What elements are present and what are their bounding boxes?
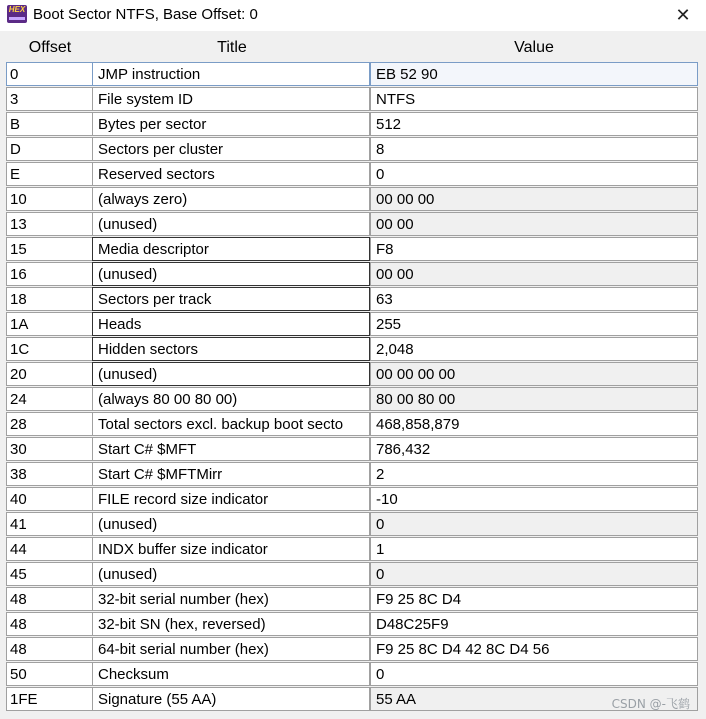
value-cell[interactable]: F9 25 8C D4 xyxy=(370,587,698,611)
table-row[interactable] xyxy=(6,237,698,262)
boot-sector-grid xyxy=(6,62,698,712)
column-header-title[interactable]: Title xyxy=(217,39,247,56)
title-cell: INDX buffer size indicator xyxy=(92,537,370,561)
value-cell[interactable]: 8 xyxy=(370,137,698,161)
title-cell: Sectors per track xyxy=(92,287,370,311)
title-cell: (unused) xyxy=(92,362,370,386)
title-cell: Reserved sectors xyxy=(92,162,370,186)
title-cell: Start C# $MFT xyxy=(92,437,370,461)
title-bar xyxy=(0,0,706,31)
offset-cell: 48 xyxy=(6,587,92,611)
table-row[interactable] xyxy=(6,187,698,212)
title-cell: FILE record size indicator xyxy=(92,487,370,511)
window-title: Boot Sector NTFS, Base Offset: 0 xyxy=(33,6,258,23)
offset-cell: 16 xyxy=(6,262,92,286)
table-row[interactable] xyxy=(6,512,698,537)
offset-cell: 38 xyxy=(6,462,92,486)
title-cell: 64-bit serial number (hex) xyxy=(92,637,370,661)
offset-cell: D xyxy=(6,137,92,161)
table-row[interactable] xyxy=(6,212,698,237)
offset-cell: 13 xyxy=(6,212,92,236)
table-row[interactable] xyxy=(6,137,698,162)
table-row[interactable] xyxy=(6,387,698,412)
title-cell: Heads xyxy=(92,312,370,336)
offset-cell: 30 xyxy=(6,437,92,461)
title-cell: (always zero) xyxy=(92,187,370,211)
offset-cell: 24 xyxy=(6,387,92,411)
title-cell: Checksum xyxy=(92,662,370,686)
value-cell[interactable]: 0 xyxy=(370,162,698,186)
table-row[interactable] xyxy=(6,312,698,337)
title-cell: Hidden sectors xyxy=(92,337,370,361)
value-cell[interactable]: F8 xyxy=(370,237,698,261)
table-row[interactable] xyxy=(6,637,698,662)
offset-cell: E xyxy=(6,162,92,186)
offset-cell: 40 xyxy=(6,487,92,511)
offset-cell: 48 xyxy=(6,637,92,661)
title-cell: Start C# $MFTMirr xyxy=(92,462,370,486)
value-cell[interactable]: 512 xyxy=(370,112,698,136)
title-cell: File system ID xyxy=(92,87,370,111)
value-cell[interactable]: 786,432 xyxy=(370,437,698,461)
close-button[interactable] xyxy=(660,0,706,31)
value-cell[interactable]: 1 xyxy=(370,537,698,561)
offset-cell: B xyxy=(6,112,92,136)
column-header-offset[interactable]: Offset xyxy=(28,39,72,56)
table-row[interactable] xyxy=(6,587,698,612)
value-cell[interactable]: NTFS xyxy=(370,87,698,111)
title-cell: (unused) xyxy=(92,562,370,586)
value-cell[interactable]: 0 xyxy=(370,562,698,586)
offset-cell: 18 xyxy=(6,287,92,311)
value-cell[interactable]: 2,048 xyxy=(370,337,698,361)
value-cell[interactable]: 0 xyxy=(370,512,698,536)
table-row[interactable] xyxy=(6,537,698,562)
title-cell: 32-bit serial number (hex) xyxy=(92,587,370,611)
value-cell[interactable]: 2 xyxy=(370,462,698,486)
value-cell[interactable]: 80 00 80 00 xyxy=(370,387,698,411)
table-row[interactable] xyxy=(6,687,698,712)
title-cell: JMP instruction xyxy=(92,62,370,86)
table-row[interactable] xyxy=(6,487,698,512)
table-row[interactable] xyxy=(6,112,698,137)
value-cell[interactable]: 00 00 00 xyxy=(370,187,698,211)
offset-cell: 1FE xyxy=(6,687,92,711)
offset-cell: 45 xyxy=(6,562,92,586)
watermark: CSDN @-飞鹤 xyxy=(611,697,690,711)
offset-cell: 3 xyxy=(6,87,92,111)
offset-cell: 0 xyxy=(6,62,92,86)
value-cell[interactable]: 255 xyxy=(370,312,698,336)
offset-cell: 44 xyxy=(6,537,92,561)
hex-editor-app-icon: HEX xyxy=(7,5,27,23)
title-cell: (unused) xyxy=(92,262,370,286)
title-cell: (always 80 00 80 00) xyxy=(92,387,370,411)
table-row[interactable] xyxy=(6,662,698,687)
title-cell: Sectors per cluster xyxy=(92,137,370,161)
table-row[interactable] xyxy=(6,337,698,362)
value-cell[interactable]: -10 xyxy=(370,487,698,511)
title-cell: 32-bit SN (hex, reversed) xyxy=(92,612,370,636)
column-header xyxy=(6,37,698,58)
close-icon: ✕ xyxy=(675,5,691,25)
table-row[interactable] xyxy=(6,437,698,462)
value-cell[interactable]: F9 25 8C D4 42 8C D4 56 xyxy=(370,637,698,661)
title-cell: Total sectors excl. backup boot secto xyxy=(92,412,370,436)
table-row[interactable] xyxy=(6,462,698,487)
title-cell: Signature (55 AA) xyxy=(92,687,370,711)
table-row[interactable] xyxy=(6,362,698,387)
offset-cell: 15 xyxy=(6,237,92,261)
title-cell: (unused) xyxy=(92,212,370,236)
value-cell[interactable]: 00 00 xyxy=(370,262,698,286)
offset-cell: 48 xyxy=(6,612,92,636)
column-header-value[interactable]: Value xyxy=(514,39,554,56)
value-cell[interactable]: 00 00 00 00 xyxy=(370,362,698,386)
value-cell[interactable]: 55 AA xyxy=(370,687,698,711)
offset-cell: 1C xyxy=(6,337,92,361)
table-row[interactable] xyxy=(6,87,698,112)
offset-cell: 28 xyxy=(6,412,92,436)
value-cell[interactable]: 63 xyxy=(370,287,698,311)
dialog-content xyxy=(0,31,706,719)
offset-cell: 41 xyxy=(6,512,92,536)
table-row[interactable] xyxy=(6,287,698,312)
offset-cell: 20 xyxy=(6,362,92,386)
value-cell[interactable]: 468,858,879 xyxy=(370,412,698,436)
offset-cell: 50 xyxy=(6,662,92,686)
value-cell[interactable]: 00 00 xyxy=(370,212,698,236)
table-row[interactable] xyxy=(6,262,698,287)
title-cell: Media descriptor xyxy=(92,237,370,261)
table-row[interactable] xyxy=(6,612,698,637)
offset-cell: 1A xyxy=(6,312,92,336)
offset-cell: 10 xyxy=(6,187,92,211)
table-row[interactable] xyxy=(6,562,698,587)
table-row[interactable] xyxy=(6,162,698,187)
table-row[interactable] xyxy=(6,412,698,437)
title-cell: (unused) xyxy=(92,512,370,536)
value-cell[interactable]: EB 52 90 xyxy=(370,62,698,86)
value-cell[interactable]: 0 xyxy=(370,662,698,686)
value-cell[interactable]: D48C25F9 xyxy=(370,612,698,636)
table-row[interactable] xyxy=(6,62,698,87)
title-cell: Bytes per sector xyxy=(92,112,370,136)
